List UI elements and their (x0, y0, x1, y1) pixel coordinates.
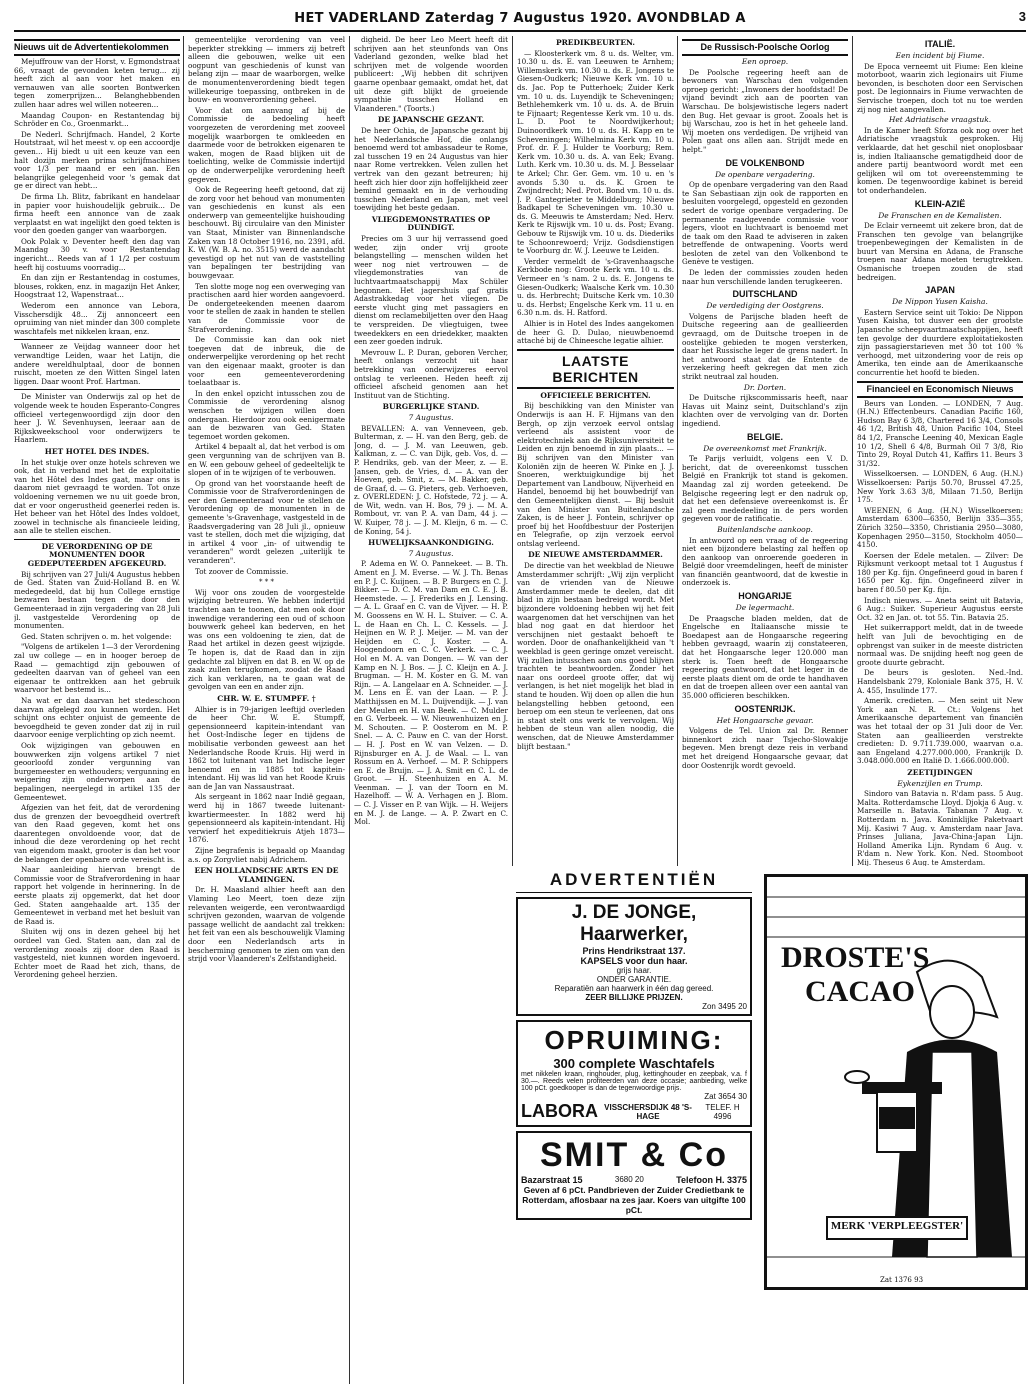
article-paragraph: In het stukje over onze hotels schreven we ook, dat in verband met het de exploitatie van het Hôtel des Indes gaat, maar ons is daarom niet gevraagd te worden. Tot onze voldoening vernemen we nu uit goede bron, dat er voor ongerustheid geenerlei reden is. Het beheer van het Hôtel des Indes voldoet, zoowel in technische als financieele leiding, aan alle te stellen eischen. (14, 457, 180, 536)
article-paragraph: De Epoca verneemt uit Fiume: Een kleine motorboot, waarin zich legionairs uit Fiume bevonden, is beschoten door een Servischen post. De legionnairs in Fiume verwachten de Servische troepen, doch tot nu toe werden zij nog niet aangevallen. (857, 61, 1023, 114)
divider (14, 389, 180, 390)
column-6 (857, 36, 1023, 866)
ad-code: 3680 20 (614, 1175, 644, 1184)
article-paragraph: De firma Lh. Blitz, fabrikant en handelaar in papier voor huishoudelijk gebruik... De firma heeft een annonce van de zaak verplaatst en wat ingelijkt den goed tekten is voor den goeden ganger van waarborgen. (14, 191, 180, 236)
column-rule (512, 36, 513, 866)
ad-title: SMIT & Co (540, 1136, 728, 1174)
article-paragraph: Bij schrijven van 27 Juli/4 Augustus hebben de Ged. Staten van Zuid-Holland B. en W. medegedeeld, dat bij hun College ernstige bezwaren bestaan tegen de door den Gemeenteraad in zijn vergadering van 28 Juli jl. vastgestelde Verordening op de monumenten. (14, 569, 180, 631)
subheading: De Nippon Yusen Kaisha. (892, 297, 988, 307)
article-paragraph: De beurs is gesloten. Ned.-Ind. Handelsbank 279, Koloniale Bank 375, H. V. A. 455, Insulinde 177. (857, 668, 1023, 695)
heading-gezant: DE JAPANSCHE GEZANT. (377, 115, 485, 125)
article-paragraph: Wij voor ons zouden de voorgestelde wijziging betreuren. We hebben indertijd trachten aan te toonen, dat men ook door inwendige verandering een oud of schoon bouwwerk geheel kan bederven, en het was ons een voldoening te zien, dat de Raad het artikel in dezen geest wijzigde. Te hopen is, dat de Raad dan in zijn gedachte zal blijven en dat B. en W. op de zaak zullen terugkomen, zoodat de Raad zich kan verklaren, na te gaan wat de gevolgen van een en ander zijn. (188, 587, 345, 692)
article-paragraph: Sluiten wij ons in dezen geheel bij het oordeel van Ged. Staten aan, dan zal de verordening zooals zij door den Raad is vastgesteld, niet kunnen worden ingevoerd. Echter moet de Raad het zich, thans, de Verordening geheel herzien. (14, 927, 180, 980)
masthead-title: HET VADERLAND Zaterdag 7 Augustus 1920. AVONDBLAD A (294, 10, 746, 26)
heading-oostenrijk: OOSTENRIJK. (734, 703, 796, 714)
ad-subtitle: 300 complete Waschtafels (553, 1056, 715, 1071)
heading-burgerlijke-stand: BURGERLIJKE STAND. (382, 402, 480, 412)
article-paragraph: De Nederl. Schrijfmach. Handel, 2 Korte Houtstraat, wil het meest v. op een accoordje geven... Hij biedt u uit een keuze van een halt dozijn merken prima schrijfmachines voor 1/3 per maand er een aan. Een belangrijke gelegenheid voor 's gemak dat ge er direct van hebt... (14, 129, 180, 191)
article-paragraph: Mevrouw L. P. Duran, geboren Vercher, heeft onlangs verzocht uit haar betrekking van onderwijzeres eervol ontslag te verleenen. Heden heeft zij officieel afscheid genomen aan het Instituut van de Stichting. (354, 347, 508, 400)
ad-phone: Telefoon H. 3375 (676, 1175, 747, 1185)
article-paragraph: "Volgens de artikelen 1—3 der Verordening zal uw college — en in hooger beroep de Raad — gemachtigd zijn gebouwen of gedeelten daarvan van of geheel van een eigenaar te onttrekken aan het gebruik waarvoor het bestemd is... (14, 642, 180, 695)
article-paragraph: BEVALLEN: A. van Venneveen, geb. Bulterman, z. — H. van den Berg, geb. de Jong, d. — J. M. van Leeuwen, geb. Kalkman, z. — C. van Dijk, geb. Vos, d. — P. Hendriks, geb. van der Meer, z. — E. Jansen, geb. de Vries, d. — A. van der Hoeven, geb. Smit, z. — M. Bakker, geb. de Graaf, d. — G. Pieters, geb. Verhoeven, z. OVERLEDEN: J. C. Hofstede, 72 j. — A. de Wit, wedn. van H. Bos, 79 j. — M. A. Rombout, vr. van P. A. van Dam, 44 j. — W. Kuiper, 78 j. — J. M. Kleijn, 6 m. — C. de Koning, 54 j. (354, 423, 508, 536)
ad-code: Zat 3654 30 (704, 1092, 747, 1101)
article-paragraph: In de Kamer heeft Sforza ook nog over het Adriatische vraagstuk gesproken. Hij verklaarde, dat het geschil niet onoplosbaar is, indien Italiaansche gematigdheid door de andere partij beantwoord wordt met een gelijken wil om tot overeenstemming te komen. De tegenwoordige kabinet is bereid tot onderhandelen. (857, 125, 1023, 195)
article-paragraph: Bij beschikking van den Minister van Onderwijs is aan H. F. Hijmans van den Bergh, op zijn verzoek eervol ontslag verleend als assistent voor de elektrotechniek aan de Rijksuniversiteit te Leiden en zijn benoemd in zijn plaats... — Bij schrijven van den Minister van Koloniën zijn de heeren W. Pinke en J. J. Snoeren, werktuigkundige bij het Departement van Landbouw, Nijverheid en Handel, benoemd bij het bouwbedrijf van den Gemeentelijken dienst. — Bij besluit van den Minister van Buitenlandsche Zaken, is de heer J. Fontein, schrijver op proef bij het Hoofdbestuur der Posterijen en Telegrafie, op zijn verzoek eervol ontslag verleend. (517, 401, 674, 548)
ad-code: Zat 1376 93 (880, 1276, 924, 1284)
heading-italie: ITALIË. (924, 39, 956, 49)
subheading: Buitenlandsche aankoop. (717, 524, 813, 534)
ad-smit (516, 1131, 752, 1220)
article-paragraph: Verder vermeldt de 's-Gravenhaagsche Kerkbode nog: Groote Kerk vm. 10 u. ds. Vermeer en 's nam. 2 u. ds. E. Jongens te Giesen-Oudkerk; Waalsche Kerk vm. 10.30 u. ds. Herbrecht; Duitsche Kerk vm. 10.30 u. ds. Herbst; Engelsche Kerk vm. 11 u. en 6.30 n.m. ds. H. Ratford. (517, 256, 674, 318)
article-paragraph: Mejuffrouw van der Horst, v. Egmondstraat 66, vraagt de gevonden keten terug... zij heeft zich al aan voor het maken en vernauwen van alle soorten Bontwerken tegen zomerprijzen... Belanghebbenden zullen haar adres wel willen noteeren... (14, 57, 180, 109)
article-paragraph: In den enkel opzicht intusschen zou de Commissie de verordening alsnog wenschen te wijzigen willen doen ondergaan. Hierdoor zou ook eenigermate aan de bezwaren van Ged. Staten tegemoet worden gekomen. (188, 388, 345, 441)
heading-volkenbond: DE VOLKENBOND (725, 157, 805, 168)
heading-arts: EEN HOLLANDSCHE ARTS EN DE VLAMINGEN. (194, 866, 339, 884)
article-paragraph: digheid. De heer Leo Meert heeft dit schrijven aan het steunfonds van Ons Vaderland gezonden, welke blad het schrijven met de volgende woorden publiceert: „Wij hebben dit schrijven gaarne openbaar gemaakt, omdat het, dat uit deze gift blijkt de groeiende sympathie tusschen Holland en Vlaanderen." (Toorts.) (354, 36, 508, 113)
ad-name: J. DE JONGE, Haarwerker, (571, 902, 697, 945)
article-paragraph: Ten slotte moge nog een overweging van practischen aard hier worden aangevoerd. De ondergeteekenden meenen daarom voor te stellen de zaak in handen te stellen van de Commissie voor de Strafverordening. (188, 281, 345, 334)
subheading: Eykenzijlen en Trump. (897, 778, 983, 788)
article-paragraph: WEENEN, 6 Aug. (H.N.) Wisselkoersen: Amsterdam 6300—6350, Berlijn 335—355, Zürich 3250—3350, Christiania 2950—3080, Kopenhagen 2950—3150, Stockholm 4050—4150. (857, 505, 1023, 550)
article-paragraph: Amerik. credieten. — Men seint uit New York aan N. R. Ct.: Volgens het Amerikaansche departement van financiën was het totaal der op 31 Juli door de Ver. Staten aan geallieerden verstrekte credieten: D. 9.711.739.000, waarvan o.a. aan Engeland 4.277.000.000, Frankrijk D. 3.048.000.000 en Italië D. 1.666.000.000. (857, 696, 1023, 766)
ad-code: Zon 3495 20 (702, 1002, 747, 1011)
column-rule (183, 36, 184, 1384)
article-paragraph: Koersen der Edele metalen. — Zilver: De Rijksmunt verkoopt metaal tot 1 Augustus f 180 per Kg. fijn. Ongefineerd goud in baren f 1650 per Kg. fijn. Ongefineerd zilver in baren f 80.50 per Kg. fijn. (857, 550, 1023, 595)
advertisements (516, 870, 752, 1286)
subheading: De verdediging der Oostgrens. (706, 301, 824, 311)
heading-klein-azie: KLEIN-AZIË (914, 198, 966, 209)
droste-slogan: MERK 'VERPLEEGSTER' (830, 1220, 964, 1232)
column-3 (354, 36, 508, 1376)
article-paragraph: De Commissie kan dan ook niet toegeven dat de inbreuk, die de onderwerpelijke verordening op het recht van den eigenaar maakt, grooter is dan voor een gemeenteverordening toelaatbaar is. (188, 335, 345, 388)
heading-zeetijdingen: ZEETIJDINGEN (907, 767, 973, 777)
heading-laatste-berichten: LAATSTE BERICHTEN (517, 349, 674, 389)
article-paragraph: De Poolsche regeering heeft aan de bewoners van Warschau den volgenden oproep gericht: „Inwoners der hoofdstad! De vijand bevindt zich aan de poorten van Warschau. De bolsjewistische legers nadert den Bug. Het gevaar is groot. Zooals het is bij Warschau, zoo is het in het geheele land. Wij moeten ons verdedigen. De vrijheid van Polen gaat ons allen aan. Strijdt mede en helpt." (682, 67, 848, 154)
ads-heading: ADVERTENTIËN (516, 870, 752, 893)
article-paragraph: Volgens de Parijsche bladen heeft de Duitsche regeering aan de geallieerden gevraagd, om de Duitsche troepen in de oostelijke gebieden te mogen versterken, daar het Russische leger de grens nadert. In het antwoord staat dat de Entente de verzekering heeft gekregen dat men zich strikt neutraal zal houden. (682, 311, 848, 381)
article-paragraph: Indisch nieuws. — Aneta seint uit Batavia, 6 Aug.: Suiker. Superieur Augustus eerste Oct. 32 en Jan. ot. tot 55. Tin. Batavia 25. (857, 595, 1023, 622)
article-paragraph: Als sergeant in 1862 naar Indië gegaan, werd hij in 1867 tweede luitenant-kwartiermeester. In 1882 werd hij gepensionneerd als kapitein-intendant. Hij verwierf het expeditiekruis Atjeh 1873—1876. (188, 792, 345, 845)
article-paragraph: Ook wijzigingen van gebouwen en bouwwerken zijn volgens artikel 7 niet geoorloofd zonder vergunning van burgemeester en wethouders; vergunning en weigering zijn onderworpen aan de bepalingen, neergelegd in artikel 135 der Gemeentewet. (14, 740, 180, 802)
article-paragraph: Wederom een annonce van Lebora, Visschersdijk 48... Zij annonceert een opruiming van niet minder dan 300 complete waschtafels met nikkelen kraan, enz. (14, 301, 180, 336)
heading-duitschland: DUITSCHLAND (732, 289, 798, 300)
column-rule (852, 36, 853, 866)
article-paragraph: Ook Polak v. Deventer heeft den dag van Maandag 30 v. voor Restantendag ingericht... Reeds van af 1 1/2 per costuum heeft hij costuums voorradig... (14, 236, 180, 272)
ad-line: ZEER BILLIJKE PRIJZEN. (585, 993, 683, 1002)
article-paragraph: Na wat er dan daarvan het stedeschoon daarvan afgelegd zou kunnen worden. Het schijnt ons echter onjuist de gemeente de bevoegdheid te geven zonder dat zij in ruil daarvoor eenige verplichting op zich neemt. (14, 695, 180, 740)
article-paragraph: De Eclair verneemt uit zekere bron, dat de Franschen ten gevolge van belangrijke troepenbewegingen der Kemalisten in de buurt van Mersina en Adana, de Fransche troepen naar Adana moeten terugtrekken. Osmanische troepen zouden de stad bedreigen. (857, 221, 1023, 282)
heading-obituary: CHR. W. E. STUMPFF. † (217, 693, 316, 703)
article-paragraph: Wisselkoersen. — LONDEN, 6 Aug. (H.N.) Wisselkoersen: Parijs 50.70, Brussel 47.25, New York 3.63 3/8, Milaan 71.50, Berlijn 175. (857, 469, 1023, 505)
article-paragraph: Naar aanleiding hiervan brengt de Commissie voor de Strafverordening in haar rapport het volgende in herinnering. In de eerste plaats zij opgemerkt, dat het door Ged. Staten aangehaalde art. 135 der Gemeentewet in verband met het besluit van de Raad is. (14, 865, 180, 926)
article-paragraph: De directie van het weekblad de Nieuwe Amsterdammer schrijft: „Wij zijn verplicht van de vrienden van de Nieuwe Amsterdammer mede te deelen, dat dit blad in zijn bestaan bedreigd wordt. Met bijzondere voldoening hebben wij het feit waargenomen dat het verschijnen van het blad nog gaat en dat hierdoor het verschijnen niet gestaakt behoeft te worden. Door de onafhankelijkheid van 't weekblad is geen geringe omzet vereischt. Wij zullen intusschen aan ons goed blijven trachten te beantwoorden. Zonder het naar ons oordeel groote offer, dat wij verlangen, is het niet mogelijk het blad in stand te houden. Wij doen op allen die hun belangstelling hebben getoond, een beroep om een steun te verleenen, dat ons in staat stelt ons werk te vervolgen. Wij hebben de steun van allen noodig, die wenschen, dat de Nieuwe Amsterdammer blijft bestaan." (517, 561, 674, 751)
subheading-hotel: HET HOTEL DES INDES. (44, 446, 150, 456)
article-paragraph: Het suikerrapport meldt, dat in de tweede helft van Juli de bevochtiging en de opbrengst van suiker in de meeste districten normaal was. De snijding heeft nog geen de groote duurte gebracht. (857, 623, 1023, 667)
article-paragraph: P. Adema en W. O. Pannekeet. — B. Th. Ament en J. M. Everse. — W. J. Th. Benas en P. J. C. Kuijnen. — B. P. Burgers en C. J. Bikker. — D. C. M. van Dam en C. E. J. B. Heemstede. — J. Frederiks en J. Lensing. — A. L. Graaf en C. van de Vijver. — H. P. M. Goossens en W. H. L. Stuiver. — C. A. L. de Haan en Ch. L. C. Kessels. — J. Heijnen en W. P. J. Meijer. — M. van der Heijden en C. J. Koster. — A. Hoogendoorn en C. C. Verkerk. — C. J. Hol en M. A. van Dongen. — W. van der Kamp en N. J. Bos. — J. C. Kleijn en A. J. Brugman. — H. M. Koster en G. M. van Rijn. — A. Langelaar en A. Schneider. — J. M. Lens en E. van der Laan. — P. J. Matthijssen en M. L. Duijvendijk. — J. van der Meulen en H. van Beek. — C. Mulder en G. Verbeek. — W. Nieuwenhuizen en J. M. Schouten. — P. Oosterom en M. P. Snel. — A. C. Pauw en C. van der Horst. — H. J. Post en W. van Velzen. — D. Rijnsburger en A. J. de Waal. — L. van Rossum en A. Verhoef. — M. P. Schippers en E. de Bruijn. — J. A. Smit en C. L. de Groot. — H. Steenhuizen en A. M. Veenman. — J. van der Toorn en M. Hazelhoff. — W. A. Verhagen en J. Blom. — C. J. Visser en P. van Wijk. — H. Weijers en M. J. de Lange. — A. P. Zwart en C. Mol. (354, 559, 508, 827)
article-paragraph: De Praagsche bladen melden, dat de Engelsche en Italiaansche missie te Boedapest aan de Hongaarsche regeering hebben gevraagd, waarin zij constateeren, dat het Hongaarsche leger 120.000 man sterk is. Toen heeft de Hongaarsche regeering geantwoord, dat het leger in de eerste plaats dient om de orde te handhaven en dat de troepen alleen over een aantal van 35.000 officieren beschikken. (682, 613, 848, 700)
ad-text: Geven af 6 pCt. Pandbrieven der Zuider Credietbank te Rotterdam, aflosbaar na zes jaar. Koers van uitgifte 100 pCt. (522, 1185, 746, 1215)
heading-huwelijk: HUWELIJKSAANKONDIGING. (368, 538, 494, 548)
ad-address: Bazarstraat 15 (521, 1175, 583, 1185)
subheading: De openbare vergadering. (715, 169, 815, 179)
article-paragraph: Maandag Coupon- en Restantendag bij Schröder en Co., Groenmarkt... (14, 110, 180, 129)
droste-product: CACAO (805, 975, 915, 1008)
ad-brand: LABORA (521, 1101, 598, 1121)
divider (14, 339, 180, 340)
article-paragraph: Te Parijs verluidt, volgens een V. D. bericht, dat de overeenkomst tusschen België en Frankrijk tot stand is gekomen. Maandag zal zij worden geteekend. De Belgische regeering legt er den nadruk op, dat het een defensieve overeenkomst is. Er zal geen mededeeling in de pers worden gegeven voor de ratificatie. (682, 454, 848, 524)
article-paragraph: Eastern Service seint uit Tokio: De Nippon Yusen Kaisha, tot dusver een der grootste Japansche scheepvaartmaatschappijen, heeft ten gevolge der duurdere exploitatiekosten zijn passagierstarieven met 30 tot 100 % verhoogd, met uitzondering voor de reis op Amerika, ten einde aan de Amerikaansche concurrentie het hoofd te bieden. (857, 307, 1023, 377)
article-paragraph: Tot zoover de Commissie. (195, 566, 289, 576)
subheading: Het Adriatische vraagstuk. (888, 115, 992, 125)
column-5 (682, 36, 848, 866)
heading-vliegdemonstraties: VLIEGDEMONSTRATIES OP DUINDIGT. (371, 214, 491, 233)
column-rule (349, 36, 350, 1384)
article-paragraph: Dr. H. Maasland alhier heeft aan den Vlaming Leo Meert, toen deze zijn relevanten weigerde, een verontwaardigd schrijven gezonden, waarvan de volgende passage wellicht de aandacht zal trekken: het feit van een als beschouwelijk Vlaming door een Nederlandsch arts in bescherming genomen te zien om van den strijd voor Vlaanderen's Zelfstandigheid. (188, 885, 345, 964)
page-number: 3 (1018, 9, 1026, 24)
article-paragraph: Beurs van Londen. — LONDEN, 7 Aug. (H.N.) Effectenbeurs. Canadian Pacific 160, Hudson Bay 6 3/8, Chartered 16 3/4, Consols 46 1/2, British 48, Union Pacific 104, Steel 84 1/2, Fransche Leening 40, Mexican Eagle 10 1/2, Shell 6 4/8, Burmah Oil 7 3/8, Rio Tinto 29, Royal Dutch 41, Kaffirs 11. Beurs 3 31/32. (857, 398, 1023, 468)
subheading: Dr. Dorten. (743, 382, 787, 392)
heading-belgie: BELGIE. (746, 431, 783, 442)
masthead (14, 6, 1026, 32)
article-paragraph: Ook de Regeering heeft getoond, dat zij de zorg voor het behoud van monumenten van geschiedenis en kunst als een onderwerp van gemeentelijke huishouding beschouwt. Bij circulaire van den Minister van Staat, Minister van Binnenlandsche Zaken van 18 October 1916, no. 2391, afd. K. W. (W. B. A. no. 3515) werd de aandacht gevestigd op het nut van de vaststelling van bepalingen ter bestrijding van bouwgevaar. (188, 185, 345, 281)
ad-text: met nikkelen kraan, ringhouder, plug, kettinghouder en zeepbak, v.a. f 30.—. Reeds velen profiteerden van deze occasie; aanbieding, welke 100 pCt. goedkooper is dan de tegenwoordige prijs. (521, 1071, 747, 1092)
column-1 (14, 36, 180, 1376)
article-paragraph: De leden der commissies zouden heden naar hun verschillende landen terugkeeren. (682, 268, 848, 286)
article-paragraph: En dan zijn er Restantendag in costumes, blouses, rokken, enz. in magazijn Het Anker, Hoogstraat 12, Wapenstraat... (14, 273, 180, 300)
heading-verordening: DE VERORDENING OP DE MONUMENTEN DOOR GEDEPUTEERDEN AFGEKEURD. (27, 541, 167, 569)
column-rule (677, 36, 678, 866)
heading-hongarije: HONGARIJE (738, 591, 792, 602)
article-paragraph: Voor dat om aanvang af bij de Commissie de bedoeling heeft voorgezeten de verordening met zooveel mogelijk waarborgen te omkleeden en daarmede voor de betrokken eigenaren te waken, mogen de Raad blijken uit de toelichting, welke de Commissie indertijd op de onderwerpelijke verordening heeft gegeven. (188, 105, 345, 184)
article-paragraph: gemeentelijke verordening van veel beperkter strekking — immers zij betreft alleen die gebouwen, welke uit een oogpunt van geschiedenis of kunst van belang zijn — maar de waarborgen, welke de monumentenverordening biedt tegen willekeurige toepassing, ontbreken in de bouw- en woonverordening geheel. (188, 36, 345, 105)
ad-title: OPRUIMING: (544, 1025, 724, 1055)
article-paragraph: De Minister van Onderwijs zal op het de volgende week te houden Esperanto-Congres officieel vertegenwoordigd zijn door den heer J. W. Sevenhuysen, leeraar aan de Rijkskweekschool voor onderwijzers te Haarlem. (14, 392, 180, 445)
subheading: De overeenkomst met Frankrijk. (703, 443, 827, 453)
article-paragraph: Afgezien van het feit, dat de verordening dus de grenzen der bevoegdheid overtreft van den Raad gegeven, komt het ons daarentegen onvoldoende voor, dat de inhoud die deze verordening op het recht van eigendom maakt, grooter is dan het voor de belangen der openbare orde vereischt is. (14, 803, 180, 864)
article-paragraph: Alhier is in 79-jarigen leeftijd overleden de heer Chr. W. E. Stumpff, gepensionneerd kapitein-intendant van het Oost-Indische leger en tijdens de mobilisatie verbonden geweest aan het Nederlandsche Roode Kruis. Hij werd in 1862 tot luitenant van het Indische leger benoemd en in 1885 tot kapitein-intendant. Hij was lid van het Roode Kruis aan de Jan van Nassaustraat. (188, 704, 345, 791)
stand-date: 7 Augustus. (408, 412, 454, 422)
ad-address: Prins Hendrikstraat 137. (582, 946, 686, 956)
ad-address: VISSCHERSDIJK 48 'S-HAGE (604, 1102, 692, 1121)
ad-line: KAPSELS voor dun haar. (580, 956, 688, 966)
droste-brand: DROSTE'S (781, 941, 930, 974)
divider (14, 539, 180, 540)
article-paragraph: Artikel 4 bepaalt al, dat het verbod is om geen vergunning van de schrijven van B. en W. een gebouw geheel of gedeeltelijk te slopen of in te wijzigen of te verbouwen. (188, 442, 345, 478)
section-stars: * * * (259, 578, 274, 587)
article-paragraph: — Kloosterkerk vm. 8 u. ds. Welter, vm. 10.30 u. ds. E. van Leeuwen te Arnhem; Willemskerk vm. 10.30 u. ds. E. Jongens te Giesen-Oudkerk; Nieuwe Kerk vm. 10 u. ds. Jac. Pop te Putterhoek; Zuider Kerk vm. 10 u. ds. Luyendijk te Scheveningen; Bethlehemkerk vm. 10 u. ds. A. de Bruin te Fijnaart; Regentesse Kerk vm. 10 u. ds. L. D. Poot te Noordwijkerhout; Duinoordkerk vm. 10 u. ds. H. Kapp en te Scheveningen; Wilhelmina Kerk vm. 10 u. Prof. dr. F. J. Hulder te Voorburg; Rem. Kerk vm. 10.30 u. ds. A. van Eek; Evang. Luth. Kerk vm. 10.30 u. ds. M. J. Besselaar te Arkel; Chr. Ger. Gem. vm. 10 u. en 's avonds 5.30 u. ds. K. Groen te Zwijndrecht; Ned. Prot. Bond vm. 10 u. ds. J. P. Gantegrieter te Middelburg; Nieuwe Badkapel te Scheveningen vm. 10.30 u. ds. G. Meeuwis te Amsterdam; Ned. Herv. Kerk te Rijswijk vm. 10 u. ds. Post; Evang. Gebouw te Rijswijk vm. 10 u. ds. Diederiks te Schoonrewoerd; Vrijz. Godsdienstigen te Voorburg dr. W. J. Leeuwe te Leiden. (517, 48, 674, 256)
ad-line: Reparatiën aan haarwerk in één dag gereed. (554, 984, 714, 993)
article-paragraph: Sindoro van Batavia n. R'dam pass. 5 Aug. Malta. Rotterdamsche Lloyd. Djokja 6 Aug. v. Marseille n. Batavia. Tabanan 7 Aug. v. Rotterdam n. Java. Koninklijke Paketvaart Mij. Kasiwi 7 Aug. v. Amsterdam naar Java. Prinses Juliana, Java-China-Japan Lijn. Holland Amerika Lijn. Ryndam 6 Aug. v. R'dam n. New York. Kon. Ned. Stoomboot Mij. Theseus 6 Aug. te Amsterdam. (857, 789, 1023, 866)
huwelijk-date: 7 Augustus. (408, 548, 454, 558)
heading-nieuwe-amsterdammer: DE NIEUWE AMSTERDAMMER. (528, 550, 663, 560)
subheading: De legermacht. (735, 603, 795, 613)
article-paragraph: Ged. Staten schrijven o. m. het volgende: (21, 631, 172, 641)
subheading: Het Hongaarsche gevaar. (716, 715, 814, 725)
subheading: De Franschen en de Kemalisten. (878, 210, 1002, 220)
ad-opruiming (516, 1020, 752, 1127)
heading-financieel: Financieel en Economisch Nieuws (857, 381, 1023, 398)
subheading: Een incident bij Fiume. (895, 51, 985, 60)
heading-predikbeurten: PREDIKBEURTEN. (555, 38, 636, 47)
article-paragraph: Volgens de Tel. Union zal Dr. Renner binnenkort zich naar Tsjecho-Slowakije begeven. Men brengt deze reis in verband met het dreigend Hongaarsche gevaar, dat door Oostenrijk wordt gevoeld. (682, 726, 848, 770)
article-paragraph: Precies om 3 uur hij verrassend goed weder, zijn onder vrij groote belangstelling — menschen wilden het weer nog niet vertrouwen — de vliegdemonstraties van de luchtvaartmaatschappij Max Schüler begonnen. Het jagershuis gaf gratis Adastrakkedag voor het vliegen. De eerste vlucht ging met passagiers en dienst om reclamebiljetten over den Haag te verspreiden. De vliegtuigen, twee tweedekkers en een driedekker, maakten een zeer goeden indruk. (354, 234, 508, 347)
column-2 (188, 36, 345, 1376)
article-paragraph: Alhier is in Hotel des Indes aangekomen de heer G. D. Dulao, nieuwbenoemd attaché bij de Chineesche legatie alhier. (517, 319, 674, 346)
article-paragraph: De Duitsche rijkscommissaris heeft, naar Havas uit Mainz seint, Duitschland's zijn klachten over de vervolging van dr. Dorten ingediend. (682, 393, 848, 428)
article-paragraph: De heer Ochia, de Japansche gezant bij het Nederlandsche Hof, die onlangs benoemd werd tot ambassadeur te Rome, zal tusschen 19 en 24 Augustus van hier naar Rome vertrekken. Velen zullen het vertrek van den gezant betreuren; hij heeft zich hier door zijn hoffelijkheid zeer bemind gemaakt en in de verhouding tusschen Nederland en Japan, met veel toewijding het beste gedaan. (354, 125, 508, 213)
article-paragraph: Zijne begrafenis is bepaald op Maandag a.s. op Zorgvliet nabij Adrichem. (188, 846, 345, 864)
ad-de-jonge (516, 897, 752, 1016)
column-4 (517, 36, 674, 866)
ad-line: grijs haar. (616, 966, 652, 975)
subheading: Een oproep. (741, 57, 789, 66)
ad-phone: TELEF. H 4996 (705, 1102, 740, 1121)
ad-droste-cacao (764, 874, 1028, 1290)
article-paragraph: In antwoord op een vraag of de regeering niet een bijzondere belasting zal heffen op den aankoop van onroerende goederen in België door vreemdelingen, heeft de minister van financiën geantwoord, dat de kwestie in onderzoek is. (682, 535, 848, 588)
article-paragraph: Op grond van het voorstaande heeft de Commissie voor de Strafverordeningen de eer den Gemeenteraad voor te stellen de Verordening op de monumenten in de gemeente 's-Gravenhage, vastgesteld in de Raadsvergadering van 28 Juli jl., opnieuw vast te stellen, doch met die wijziging, dat in artikel 4 voor „in- of uitwendig te veranderen" wordt gelezen „uiterlijk te veranderen". (188, 478, 345, 566)
heading-russisch-poolsche-oorlog: De Russisch-Poolsche Oorlog (682, 39, 848, 56)
section-heading-advertentiekolommen: Nieuws uit de Advertentiekolommen (14, 39, 180, 56)
heading-officieele-berichten: OFFICIEELE BERICHTEN. (540, 390, 651, 400)
article-paragraph: Wanneer ze Veijdag wanneer door het verwandtige Leiden, waar het Latijn, die andere wereldhulptaal, door de bonnen ruischt, moeten ze den Witten Singel laten liggen. Daar woont Prof. Hartman. (14, 342, 180, 386)
article-paragraph: Op de openbare vergadering van den Raad te San Sebastiaan zijn ook de rapporten en besluiten voorgelegd, opgesteld en gezonden sedert de vorige openbare vergadering. De permanente raadgevende commissie voor legers, vloot en luchtvaart is benoemd met de taak om den Raad te adviseren in zaken betreffende de ontwapening. Voorts werd besloten de zetel van den Volkenbond te Genève te vestigen. (682, 180, 848, 267)
heading-japan: JAPAN (925, 285, 955, 296)
ad-line: ONDER GARANTIE. (596, 975, 672, 984)
